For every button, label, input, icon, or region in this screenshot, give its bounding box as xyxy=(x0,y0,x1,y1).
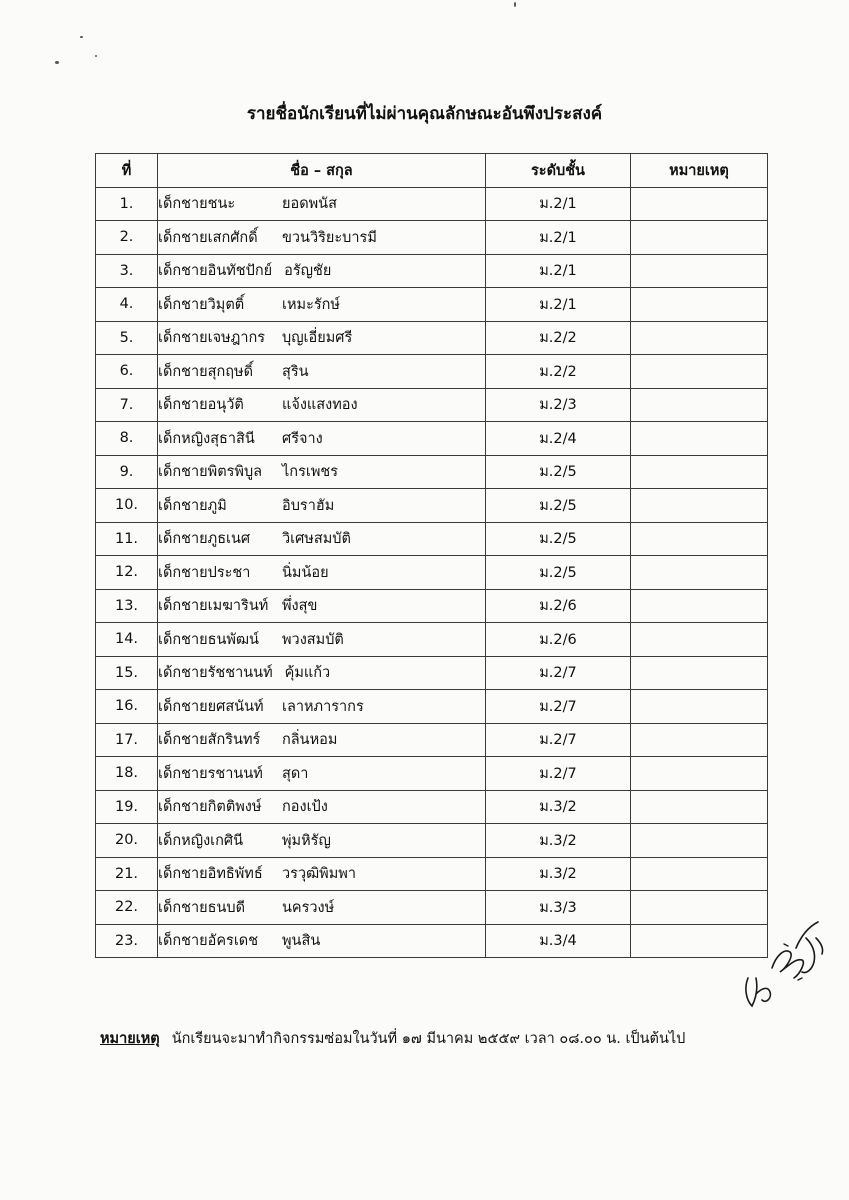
student-name xyxy=(158,924,486,958)
remark-cell xyxy=(631,656,768,690)
student-name xyxy=(158,891,486,925)
student-name xyxy=(158,690,486,724)
remark-cell xyxy=(631,388,768,422)
student-first-name: เด็กชายชนะ xyxy=(158,196,236,213)
remark-cell xyxy=(631,321,768,355)
class-level: ม.3/4 xyxy=(486,924,631,958)
row-number: 9. xyxy=(96,455,158,489)
student-last-name: พุ่มหิรัญ xyxy=(282,832,331,849)
remark-cell xyxy=(631,221,768,255)
student-name xyxy=(158,187,486,221)
row-number: 7. xyxy=(96,388,158,422)
student-first-name: เด็กหญิงเกศินี xyxy=(158,832,243,849)
header-note: หมายเหตุ xyxy=(631,154,768,188)
student-table xyxy=(95,153,768,958)
student-last-name: กลิ่นหอม xyxy=(282,732,338,749)
table-row xyxy=(96,891,768,925)
remark-cell xyxy=(631,790,768,824)
student-name xyxy=(158,355,486,389)
class-level: ม.2/6 xyxy=(486,589,631,623)
student-first-name: เด็กชายอิทธิพัทธ์ xyxy=(158,866,263,883)
student-first-name: เด็กชายพิตรพิบูล xyxy=(158,464,263,481)
remark-cell xyxy=(631,857,768,891)
student-last-name: พูนสิน xyxy=(282,933,321,950)
student-first-name: เด็กชายวิมุตติ์ xyxy=(158,296,245,313)
student-last-name: สุริน xyxy=(282,363,309,380)
class-level: ม.2/5 xyxy=(486,455,631,489)
student-name xyxy=(158,556,486,590)
remark-cell xyxy=(631,254,768,288)
student-name xyxy=(158,723,486,757)
table-row xyxy=(96,288,768,322)
row-number: 14. xyxy=(96,623,158,657)
class-level: ม.3/2 xyxy=(486,790,631,824)
table-header-row xyxy=(96,154,768,188)
table-row xyxy=(96,757,768,791)
student-name xyxy=(158,522,486,556)
student-first-name: เด้กชายรัชชานนท์ xyxy=(158,665,273,682)
row-number: 11. xyxy=(96,522,158,556)
footer-note xyxy=(100,1027,685,1050)
student-first-name: เด็กชายสักรินทร์ xyxy=(158,732,261,749)
student-name xyxy=(158,824,486,858)
row-number: 23. xyxy=(96,924,158,958)
student-name xyxy=(158,656,486,690)
class-level: ม.2/4 xyxy=(486,422,631,456)
remark-cell xyxy=(631,522,768,556)
remark-cell xyxy=(631,187,768,221)
student-last-name: ศรีจาง xyxy=(282,430,323,447)
student-last-name: แจ้งแสงทอง xyxy=(282,397,358,414)
row-number: 3. xyxy=(96,254,158,288)
row-number: 18. xyxy=(96,757,158,791)
class-level: ม.3/2 xyxy=(486,857,631,891)
table-row xyxy=(96,254,768,288)
remark-cell xyxy=(631,757,768,791)
student-name xyxy=(158,757,486,791)
row-number: 13. xyxy=(96,589,158,623)
student-last-name: สุดา xyxy=(282,765,309,782)
student-last-name: ไกรเพชร xyxy=(282,464,339,481)
remark-cell xyxy=(631,690,768,724)
remark-cell xyxy=(631,288,768,322)
student-name xyxy=(158,422,486,456)
student-first-name: เด็กชายอัครเดช xyxy=(158,933,259,950)
class-level: ม.2/6 xyxy=(486,623,631,657)
class-level: ม.2/1 xyxy=(486,187,631,221)
remark-cell xyxy=(631,355,768,389)
student-first-name: เด็กชายประชา xyxy=(158,564,251,581)
class-level: ม.2/2 xyxy=(486,355,631,389)
student-name xyxy=(158,455,486,489)
student-last-name: วิเศษสมบัติ xyxy=(282,531,351,548)
class-level: ม.2/2 xyxy=(486,321,631,355)
remark-cell xyxy=(631,556,768,590)
remark-cell xyxy=(631,455,768,489)
class-level: ม.2/7 xyxy=(486,757,631,791)
remark-cell xyxy=(631,489,768,523)
table-row xyxy=(96,656,768,690)
table-row xyxy=(96,522,768,556)
student-last-name: นครวงษ์ xyxy=(282,899,335,916)
class-level: ม.2/1 xyxy=(486,254,631,288)
student-first-name: เด็กชายเมฆารินท์ xyxy=(158,598,269,615)
student-last-name: พวงสมบัติ xyxy=(282,631,344,648)
table-row xyxy=(96,824,768,858)
student-last-name: พึ่งสุข xyxy=(282,598,318,615)
student-last-name: กองเป้ง xyxy=(282,799,328,816)
table-row xyxy=(96,321,768,355)
footer-text: นักเรียนจะมาทำกิจกรรมซ่อมในวันที่ ๑๗ มีนาคม ๒๕๕๙ เวลา ๐๘.๐๐ น. เป็นต้นไป xyxy=(171,1031,686,1047)
table-row xyxy=(96,221,768,255)
table-body xyxy=(96,187,768,958)
table-row xyxy=(96,422,768,456)
table-row xyxy=(96,589,768,623)
student-first-name: เด็กชายอินทัชปักย์ xyxy=(158,263,273,280)
row-number: 8. xyxy=(96,422,158,456)
table-row xyxy=(96,623,768,657)
row-number: 12. xyxy=(96,556,158,590)
class-level: ม.2/5 xyxy=(486,556,631,590)
student-first-name: เด็กหญิงสุธาสินี xyxy=(158,430,255,447)
row-number: 19. xyxy=(96,790,158,824)
student-first-name: เด็กชายรชานนท์ xyxy=(158,765,263,782)
row-number: 1. xyxy=(96,187,158,221)
student-last-name: เลาหภารากร xyxy=(282,698,364,715)
table-row xyxy=(96,690,768,724)
scan-speck xyxy=(55,61,59,64)
student-first-name: เด็กชายธนพัฒน์ xyxy=(158,631,259,648)
table-row xyxy=(96,790,768,824)
row-number: 21. xyxy=(96,857,158,891)
remark-cell xyxy=(631,589,768,623)
row-number: 17. xyxy=(96,723,158,757)
student-name xyxy=(158,321,486,355)
student-last-name: ยอดพนัส xyxy=(282,196,337,213)
student-last-name: อรัญชัย xyxy=(284,263,332,280)
row-number: 6. xyxy=(96,355,158,389)
student-name xyxy=(158,254,486,288)
student-first-name: เด็กชายธนบดี xyxy=(158,899,246,916)
scan-speck xyxy=(80,36,83,38)
class-level: ม.2/7 xyxy=(486,656,631,690)
row-number: 4. xyxy=(96,288,158,322)
scan-speck xyxy=(95,55,97,57)
class-level: ม.2/7 xyxy=(486,723,631,757)
student-first-name: เด็กชายเสกศักดิ์ xyxy=(158,229,258,246)
student-name xyxy=(158,623,486,657)
class-level: ม.2/5 xyxy=(486,522,631,556)
header-no: ที่ xyxy=(96,154,158,188)
remark-cell xyxy=(631,824,768,858)
row-number: 20. xyxy=(96,824,158,858)
student-last-name: ขวนวิริยะบารมี xyxy=(282,229,377,246)
row-number: 5. xyxy=(96,321,158,355)
class-level: ม.2/1 xyxy=(486,288,631,322)
table-row xyxy=(96,857,768,891)
row-number: 16. xyxy=(96,690,158,724)
student-first-name: เด็กชายยศสนันท์ xyxy=(158,698,264,715)
footer-label: หมายเหตุ xyxy=(100,1031,160,1047)
student-first-name: เด็กชายภูมิ xyxy=(158,497,227,514)
class-level: ม.2/3 xyxy=(486,388,631,422)
student-name xyxy=(158,489,486,523)
row-number: 15. xyxy=(96,656,158,690)
header-level: ระดับชั้น xyxy=(486,154,631,188)
student-last-name: บุญเอี่ยมศรี xyxy=(282,330,353,347)
student-last-name: อิบราฮัม xyxy=(282,497,335,514)
student-last-name: วรวุฒิพิมพา xyxy=(282,866,356,883)
remark-cell xyxy=(631,422,768,456)
row-number: 22. xyxy=(96,891,158,925)
table-row xyxy=(96,187,768,221)
class-level: ม.2/5 xyxy=(486,489,631,523)
student-last-name: คุ้มแก้ว xyxy=(284,665,331,682)
student-first-name: เด็กชายอนุวัติ xyxy=(158,397,244,414)
class-level: ม.2/7 xyxy=(486,690,631,724)
table-row xyxy=(96,556,768,590)
table-row xyxy=(96,388,768,422)
page-title: รายชื่อนักเรียนที่ไม่ผ่านคุณลักษณะอันพึงประสงค์ xyxy=(246,104,603,124)
student-first-name: เด็กชายภูธเนศ xyxy=(158,531,251,548)
student-name xyxy=(158,288,486,322)
student-name xyxy=(158,857,486,891)
row-number: 2. xyxy=(96,221,158,255)
class-level: ม.3/3 xyxy=(486,891,631,925)
header-name: ชื่อ – สกุล xyxy=(158,154,486,188)
remark-cell xyxy=(631,723,768,757)
student-first-name: เด็กชายเจษฎากร xyxy=(158,330,266,347)
class-level: ม.2/1 xyxy=(486,221,631,255)
student-name xyxy=(158,221,486,255)
table-row xyxy=(96,924,768,958)
student-name xyxy=(158,790,486,824)
table-row xyxy=(96,355,768,389)
student-last-name: เหมะรักษ์ xyxy=(282,296,340,313)
scan-speck xyxy=(514,2,516,7)
student-first-name: เด็กชายสุกฤษดิ์ xyxy=(158,363,254,380)
table-row xyxy=(96,723,768,757)
student-name xyxy=(158,388,486,422)
student-name xyxy=(158,589,486,623)
table-row xyxy=(96,489,768,523)
handwritten-signature xyxy=(736,908,832,1014)
student-first-name: เด็กชายกิตติพงษ์ xyxy=(158,799,262,816)
table-row xyxy=(96,455,768,489)
remark-cell xyxy=(631,623,768,657)
row-number: 10. xyxy=(96,489,158,523)
student-last-name: นิ่มน้อย xyxy=(282,564,329,581)
class-level: ม.3/2 xyxy=(486,824,631,858)
